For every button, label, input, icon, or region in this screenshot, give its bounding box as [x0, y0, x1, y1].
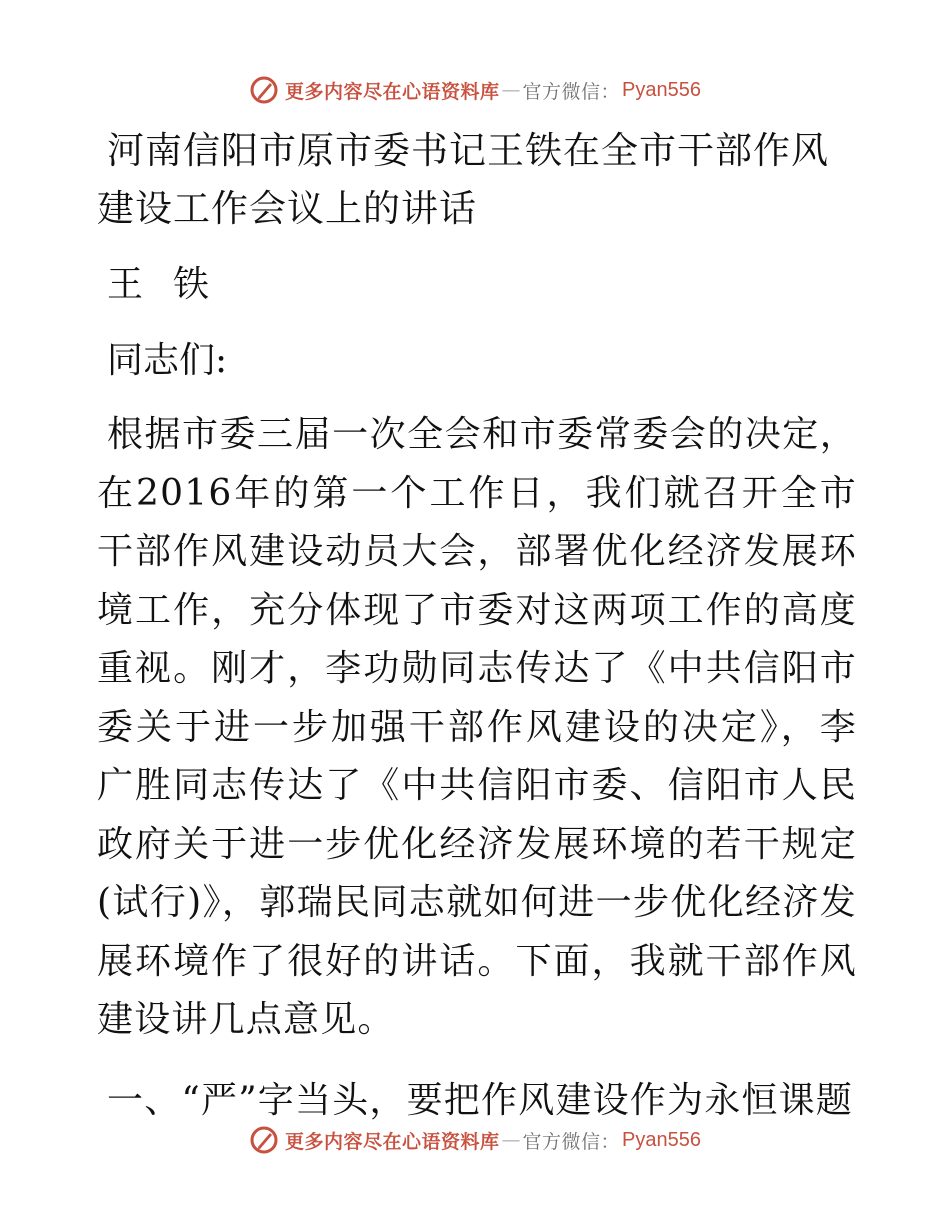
watermark-separator: —	[501, 1129, 521, 1151]
watermark-separator: —	[501, 79, 521, 101]
author-family-name: 铁	[173, 264, 210, 305]
quill-logo-icon	[249, 1125, 279, 1155]
watermark-brand-text: 更多内容尽在心语资料库	[285, 1130, 500, 1153]
watermark-contact-id: Pyan556	[622, 78, 701, 101]
document-author	[97, 256, 857, 314]
document-body	[97, 122, 857, 1130]
watermark-brand-text: 更多内容尽在心语资料库	[285, 80, 500, 103]
watermark-contact-label: 官方微信：	[522, 80, 621, 103]
watermark-contact-label: 官方微信：	[522, 1130, 621, 1153]
salutation: 同志们:	[107, 340, 228, 381]
footer-watermark	[0, 1120, 950, 1160]
section-1-heading: 一、“严”字当头，要把作风建设作为永恒课题	[107, 1079, 854, 1121]
quill-logo-icon	[249, 75, 279, 105]
document-title: 河南信阳市原市委书记王铁在全市干部作风建设工作会议上的讲话	[97, 129, 829, 230]
paragraph-1: 根据市委三届一次全会和市委常委会的决定，在2016年的第一个工作日，我们就召开全市干部作风建设动员大会，部署优化经济发展环境工作，充分体现了市委对这两项工作的高度重视。刚才，李功勋同志传达了《中共信阳市委关于进一步加强干部作风建设的决定》，李广胜同志传达了《中共信阳市委、信阳市人民政府关于进一步优化经济发展环境的若干规定(试行)》，郭瑞民同志就如何进一步优化经济发展环境作了很好的讲话。下面，我就干部作风建设讲几点意见。	[97, 414, 857, 1040]
watermark-contact-id: Pyan556	[622, 1128, 701, 1151]
author-given-name: 王	[107, 264, 144, 305]
header-watermark	[0, 70, 950, 110]
